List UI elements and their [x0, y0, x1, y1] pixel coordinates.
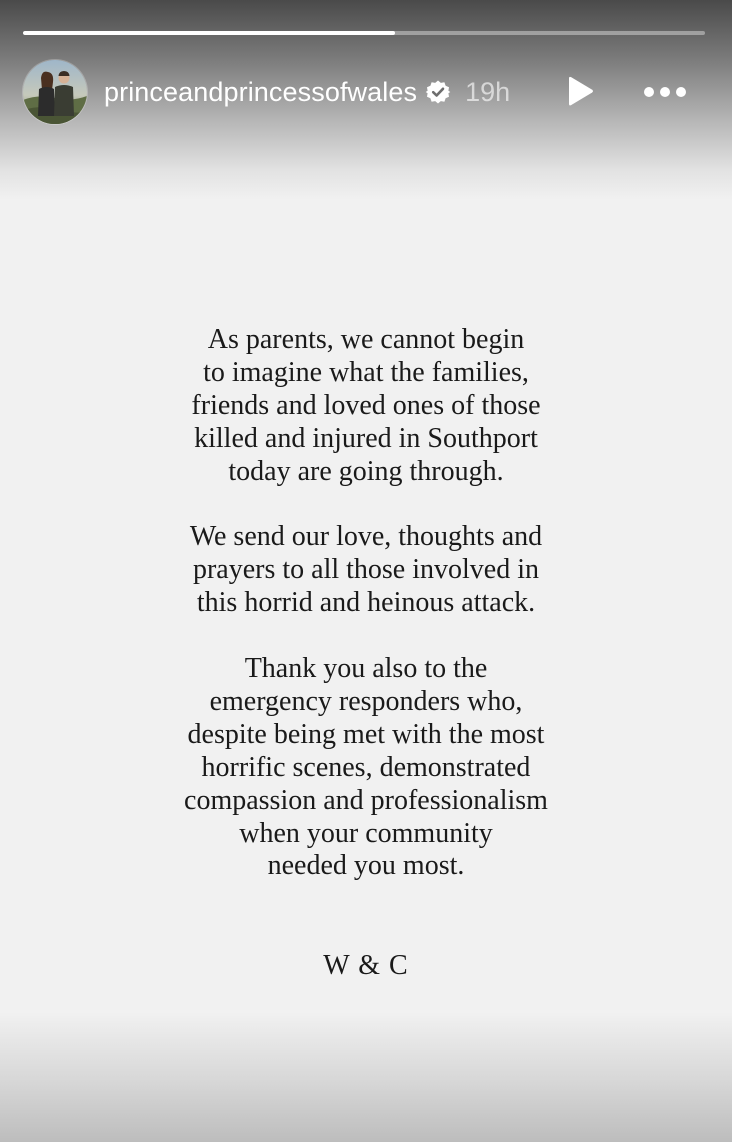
statement-line: to imagine what the families,: [203, 356, 529, 388]
statement-line: despite being met with the most: [187, 718, 545, 750]
profile-photo-icon[interactable]: [23, 60, 87, 124]
verified-badge-icon: [425, 79, 451, 105]
story-header: [23, 60, 705, 124]
story-progress-bar: [23, 31, 705, 35]
statement-line: compassion and professionalism: [184, 784, 548, 816]
statement-line: horrific scenes, demonstrated: [201, 751, 531, 783]
statement-line: prayers to all those involved in: [192, 554, 540, 586]
statement-line: As parents, we cannot begin: [207, 324, 525, 355]
more-options-icon[interactable]: [643, 85, 687, 99]
statement-line: this horrid and heinous attack.: [196, 587, 536, 619]
signature: W & C: [323, 950, 409, 981]
statement-paragraph-3: [0, 653, 732, 883]
statement-paragraph-1: [0, 324, 732, 489]
play-icon[interactable]: [565, 75, 595, 109]
statement-line: today are going through.: [228, 455, 504, 487]
username-link[interactable]: princeandprincessofwales: [104, 76, 418, 107]
statement-line: needed you most.: [267, 850, 465, 882]
statement-paragraph-2: [0, 521, 732, 620]
statement-line: emergency responders who,: [209, 685, 523, 717]
statement-text: [0, 324, 732, 883]
bottom-gradient-overlay: [0, 1012, 732, 1142]
story-progress-fill: [23, 31, 395, 35]
statement-line: friends and loved ones of those: [191, 389, 541, 421]
statement-line: killed and injured in Southport: [194, 422, 538, 454]
statement-line: Thank you also to the: [244, 653, 488, 685]
statement-line: We send our love, thoughts and: [189, 521, 543, 553]
statement-line: when your community: [239, 817, 493, 849]
post-timestamp: 19h: [465, 76, 511, 107]
